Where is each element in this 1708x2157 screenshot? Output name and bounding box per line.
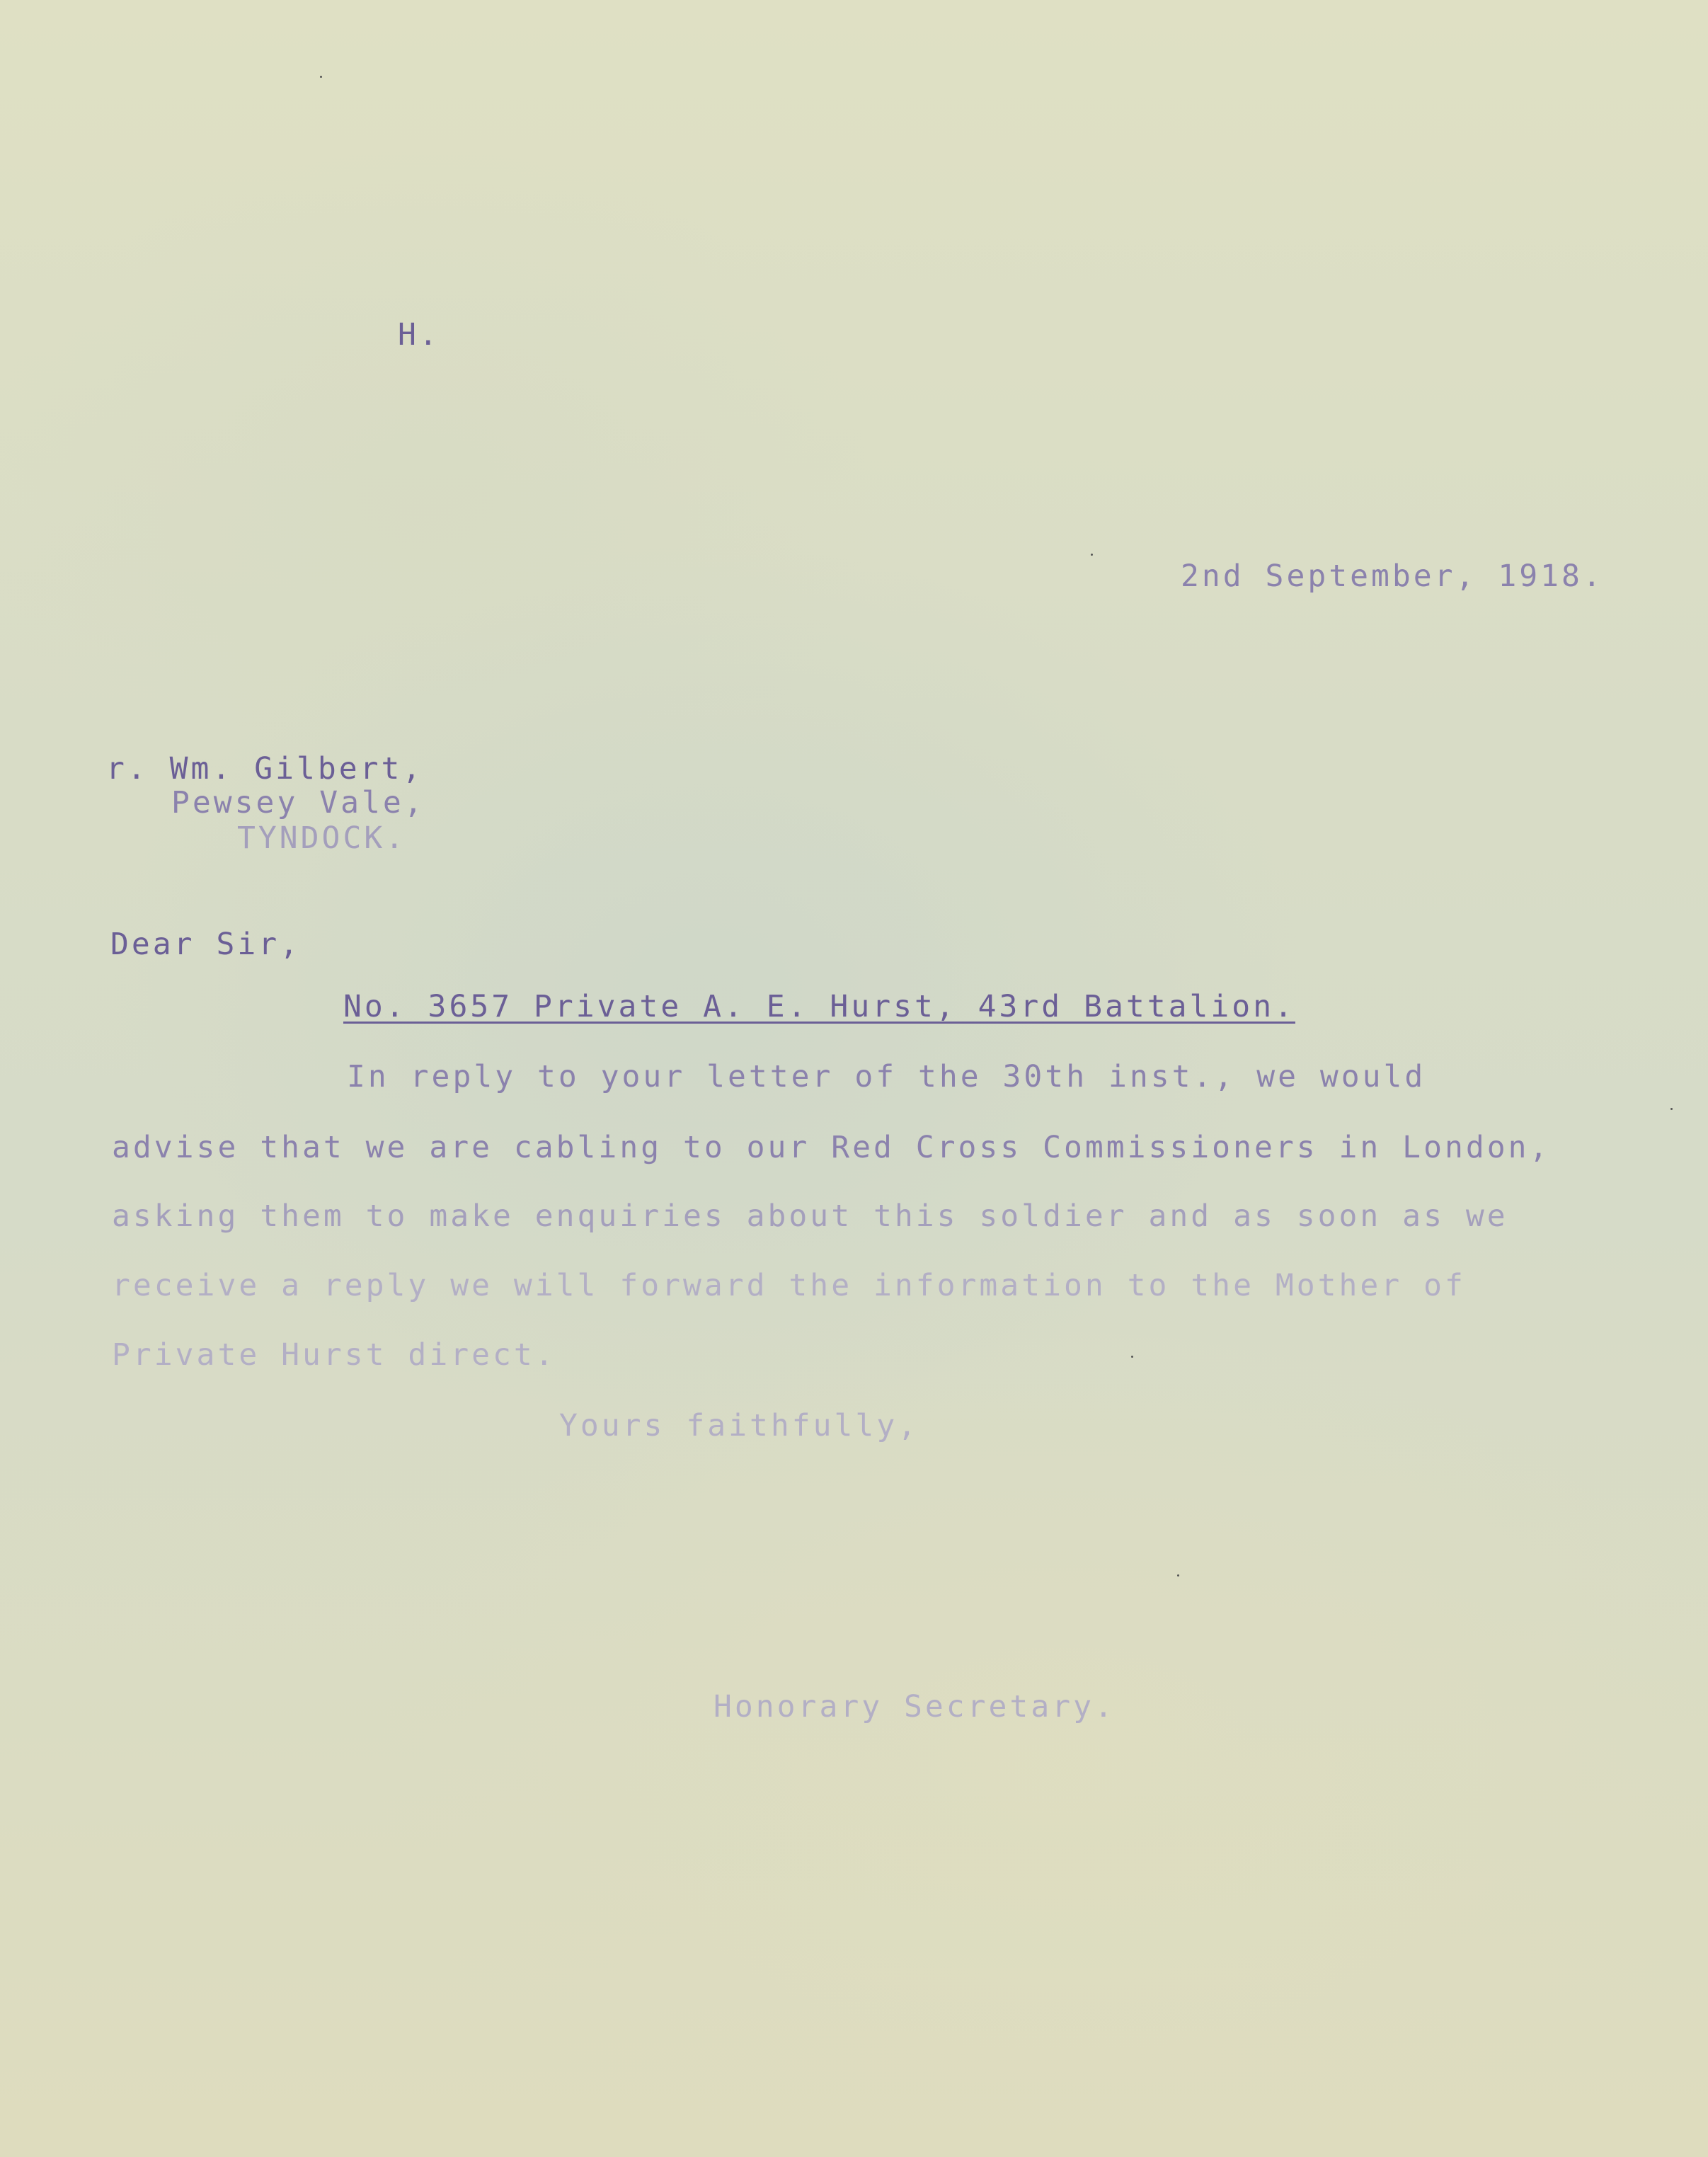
file-mark: H. (398, 317, 440, 353)
paper-speck (1670, 1108, 1673, 1110)
body-line: receive a reply we will forward the information to the Mother of (112, 1268, 1466, 1303)
paper-speck (1131, 1356, 1133, 1358)
recipient-name: r. Wm. Gilbert, (106, 751, 424, 786)
recipient-street: Pewsey Vale, (171, 785, 425, 820)
paper-speck (1177, 1574, 1179, 1577)
body-line: asking them to make enquiries about this soldier and as soon as we (112, 1198, 1508, 1234)
body-line: Private Hurst direct. (112, 1337, 556, 1373)
letter-date: 2nd September, 1918. (1181, 559, 1604, 594)
salutation: Dear Sir, (110, 927, 301, 962)
body-line: In reply to your letter of the 30th inst., we would (347, 1059, 1426, 1094)
recipient-town: TYNDOCK. (237, 820, 407, 856)
subject-line: No. 3657 Private A. E. Hurst, 43rd Battalion. (343, 989, 1295, 1024)
closing: Yours faithfully, (559, 1408, 919, 1443)
paper-speck (320, 76, 322, 78)
paper-speck (1091, 554, 1093, 556)
body-line: advise that we are cabling to our Red Cross Commissioners in London, (112, 1130, 1551, 1165)
signature-title: Honorary Secretary. (713, 1689, 1116, 1724)
